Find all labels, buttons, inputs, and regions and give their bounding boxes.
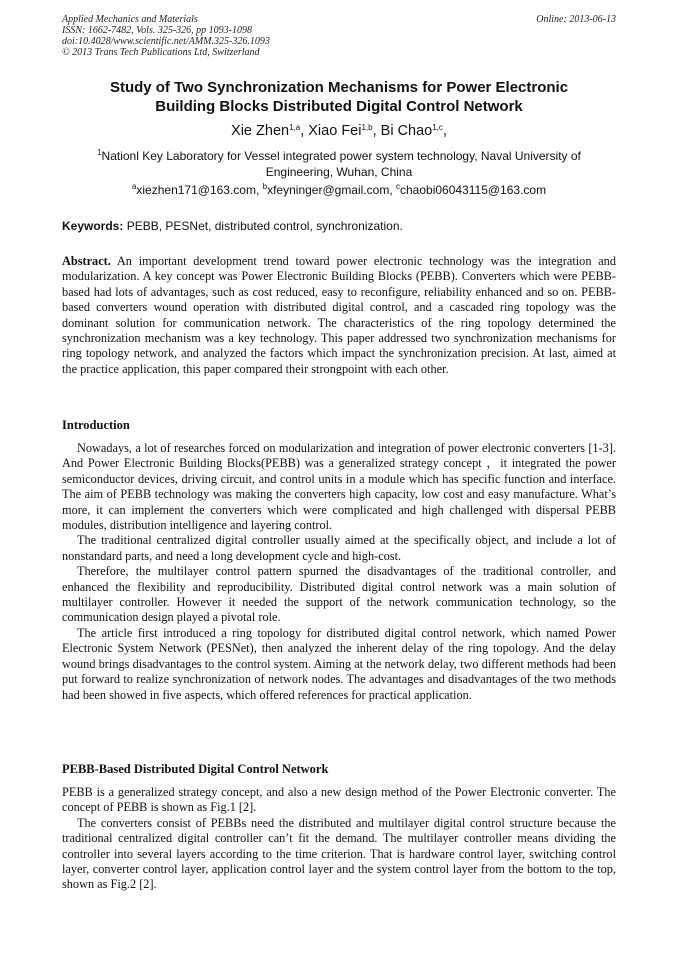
- intro-paragraph-3: Therefore, the multilayer control pattern spurned the disadvantages of the traditional controller, and enhanced the flexibility and reproducibility. Distributed digital control network was a main solution of multilayer controller. However it needed the support of the network communication technology, so the communication design played a pivotal role.: [62, 564, 616, 625]
- affiliation: [82, 148, 596, 180]
- author-sup: 1,c: [432, 123, 443, 132]
- journal-header: [62, 14, 270, 58]
- issn-line: ISSN: 1662-7482, Vols. 325-326, pp 1093-1098: [62, 25, 252, 36]
- email-list: $^a$xiezhen171@163.com, $^b$xfeyninger@gmail.com, $^c$chaobi06043115@163.com: [131, 182, 547, 197]
- keywords-text: PEBB, PESNet, distributed control, synchronization.: [126, 219, 403, 233]
- author-sup: 1,a: [289, 123, 301, 132]
- author-name: Xiao Fei: [308, 123, 362, 139]
- paper-title: [62, 78, 616, 116]
- introduction-heading: Introduction: [62, 418, 130, 432]
- doi-line: doi:10.4028/www.scientific.net/AMM.325-326.1093: [62, 36, 270, 47]
- keywords: [62, 219, 616, 233]
- title-line-2: Building Blocks Distributed Digital Control Network: [155, 98, 523, 115]
- pebb-section-heading: PEBB-Based Distributed Digital Control Network: [62, 762, 329, 776]
- email-address[interactable]: xiezhen171@163.com: [136, 183, 256, 197]
- abstract: [62, 254, 616, 377]
- affiliation-sup: 1: [97, 148, 102, 157]
- author-name: Xie Zhen: [231, 123, 290, 139]
- affiliation-text: Nationl Key Laboratory for Vessel integrated power system technology, Naval University of Engineering, Wuhan, China: [101, 149, 581, 179]
- email-address[interactable]: chaobi06043115@163.com: [400, 183, 547, 197]
- author-list: Xie Zhen$^{1,a}$, Xiao Fei$^{1,b}$, Bi Chao$^{1,c}$,: [231, 123, 447, 139]
- pebb-paragraph-2: The converters consist of PEBBs need the distributed and multilayer digital control structure because the traditional centralized digital controller can’t fit the demand. The multilayer controller means dividing the controller into several layers according to the time criterion. That is hardware control layer, switching control layer, converter control layer, application control layer and the system control layer from the bottom to the top, shown as Fig.2 [2].: [62, 815, 616, 892]
- pebb-section-body: [62, 785, 616, 893]
- copyright-line: © 2013 Trans Tech Publications Ltd, Switzerland: [62, 47, 260, 58]
- title-line-1: Study of Two Synchronization Mechanisms for Power Electronic: [109, 79, 569, 96]
- author-name: Bi Chao: [380, 123, 433, 139]
- intro-paragraph-4: The article first introduced a ring topology for distributed digital control network, which named Power Electronic System Network (PESNet), then analyzed the inherent delay of the ring topology. And the delay wound brings disadvantages to the control system. Aiming at the network delay, two different methods had been put forward to realize synchronization of network nodes. The advantages and disadvantages of the two methods had been showed in five aspects, which offered references for practical application.: [62, 625, 616, 702]
- author-sup: 1,b: [361, 123, 373, 132]
- intro-paragraph-2: The traditional centralized digital controller usually aimed at the specifically object, and include a lot of nonstandard parts, and need a long development cycle and high-cost.: [62, 533, 616, 563]
- online-date: Online: 2013-06-13: [536, 14, 616, 25]
- journal-name: Applied Mechanics and Materials: [62, 14, 198, 25]
- email-sup: a: [131, 182, 137, 191]
- intro-paragraph-1: Nowadays, a lot of researches forced on modularization and integration of power electronic converters [1-3]. And Power Electronic Building Blocks(PEBB) was a generalized strategy concept ，it integrated the power semiconductor devices, driving circuit, and control units in a module which has specific function and interface. The aim of PEBB technology was making the converters high capacity, low cost and easy manufacture. What’s more, it can implement the converters which were complicated and high challenged with dispersal PEBB modules, distribution intelligence and layering control.: [62, 441, 616, 533]
- abstract-text: An important development trend toward power electronic technology was the integration and modularization. A key concept was Power Electronic Building Blocks (PEBB). Converters which were PEBB-based had lots of advantages, such as cost reduced, easy to reconfigure, reliability enhanced and so on. PEBB-based converters wound operation with distributed digital control, and a cascaded ring topology was the dominant solution for communication network. The characteristics of the ring topology determined the synchronization mechanism was a key technology. This paper addressed two synchronization mechanisms for ring topology network, and analyzed the factors which impact the synchronization precision. At last, aimed at the practice application, this paper compared their strongpoint with each other.: [62, 254, 616, 376]
- introduction-body: [62, 441, 616, 703]
- abstract-label: Abstract.: [62, 254, 111, 268]
- email-sup: b: [262, 182, 268, 191]
- keywords-label: Keywords:: [62, 219, 124, 233]
- email-address[interactable]: xfeyninger@gmail.com: [267, 183, 390, 197]
- email-sup: c: [396, 182, 400, 191]
- pebb-paragraph-1: PEBB is a generalized strategy concept, and also a new design method of the Power Electronic converter. The concept of PEBB is shown as Fig.1 [2].: [62, 785, 616, 815]
